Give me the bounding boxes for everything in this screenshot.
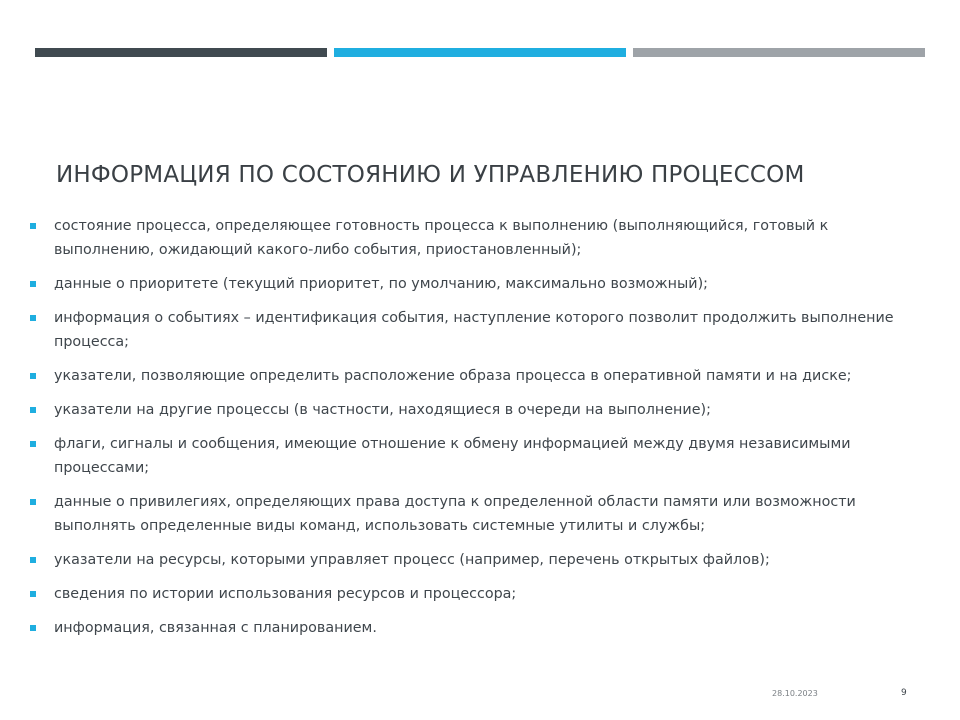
bullet-text: данные о приоритете (текущий приоритет, по умолчанию, максимально возможный);: [54, 276, 708, 292]
bullet-item: [30, 272, 910, 296]
bullet-text: состояние процесса, определяющее готовность процесса к выполнению (выполняющийся, готовый к выполнению, ожидающий какого-либо события, приостановленный);: [54, 218, 829, 258]
square-bullet-icon: [30, 591, 36, 597]
bullet-item: [30, 398, 910, 422]
bullet-text: флаги, сигналы и сообщения, имеющие отношение к обмену информацией между двумя независимыми процессами;: [54, 436, 851, 476]
bullet-list: [30, 214, 910, 650]
bullet-item: [30, 490, 910, 538]
square-bullet-icon: [30, 441, 36, 447]
square-bullet-icon: [30, 407, 36, 413]
bullet-item: [30, 214, 910, 262]
square-bullet-icon: [30, 223, 36, 229]
slide-title: ИНФОРМАЦИЯ ПО СОСТОЯНИЮ И УПРАВЛЕНИЮ ПРОЦЕССОМ: [56, 162, 805, 188]
bullet-text: указатели на ресурсы, которыми управляет процесс (например, перечень открытых файлов);: [54, 552, 770, 568]
bullet-item: [30, 306, 910, 354]
square-bullet-icon: [30, 315, 36, 321]
bullet-text: указатели, позволяющие определить расположение образа процесса в оперативной памяти и на диске;: [54, 368, 852, 384]
accent-bar-gray: [633, 48, 925, 57]
bullet-text: информация, связанная с планированием.: [54, 620, 377, 636]
accent-bar-dark: [35, 48, 327, 57]
page-number: 9: [901, 688, 907, 698]
square-bullet-icon: [30, 557, 36, 563]
footer-date: 28.10.2023: [772, 689, 818, 698]
bullet-text: данные о привилегиях, определяющих права доступа к определенной области памяти или возможности выполнять определенные виды команд, использовать системные утилиты и службы;: [54, 494, 856, 534]
bullet-text: указатели на другие процессы (в частности, находящиеся в очереди на выполнение);: [54, 402, 711, 418]
bullet-item: [30, 616, 910, 640]
bullet-item: [30, 364, 910, 388]
square-bullet-icon: [30, 499, 36, 505]
accent-bar-blue: [334, 48, 626, 57]
bullet-item: [30, 432, 910, 480]
bullet-item: [30, 548, 910, 572]
bullet-item: [30, 582, 910, 606]
square-bullet-icon: [30, 625, 36, 631]
square-bullet-icon: [30, 373, 36, 379]
square-bullet-icon: [30, 281, 36, 287]
bullet-text: сведения по истории использования ресурсов и процессора;: [54, 586, 517, 602]
bullet-text: информация о событиях – идентификация события, наступление которого позволит продолжить выполнение процесса;: [54, 310, 894, 350]
